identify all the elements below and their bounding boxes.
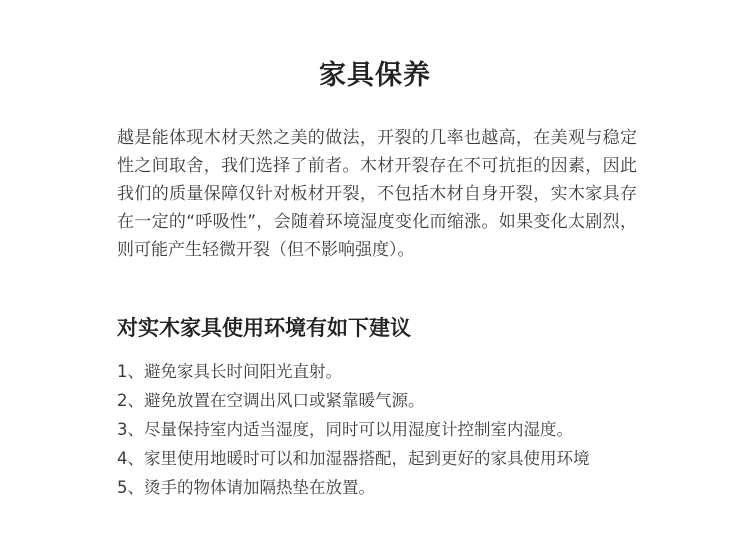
tip-item: 2、避免放置在空调出风口或紧靠暖气源。 — [117, 391, 425, 410]
tip-item: 5、烫手的物体请加隔热垫在放置。 — [117, 478, 375, 497]
tip-item: 1、避免家具长时间阳光直射。 — [117, 362, 342, 381]
tip-item: 3、尽量保持室内适当湿度，同时可以用湿度计控制室内湿度。 — [117, 420, 573, 439]
page-title: 家具保养 — [319, 60, 431, 92]
section-heading: 对实木家具使用环境有如下建议 — [117, 316, 411, 340]
tip-item: 4、家里使用地暖时可以和加湿器搭配，起到更好的家具使用环境 — [117, 449, 590, 468]
tips-list — [117, 357, 677, 502]
intro-paragraph: 越是能体现木材天然之美的做法，开裂的几率也越高，在美观与稳定性之间取舍，我们选择了前者。木材开裂存在不可抗拒的因素，因此我们的质量保障仅针对板材开裂，不包括木材自身开裂，实木家具存在一定的“呼吸性”，会随着环境湿度变化而缩涨。如果变化太剧烈，则可能产生轻微开裂（但不影响强度）。 — [117, 128, 637, 260]
